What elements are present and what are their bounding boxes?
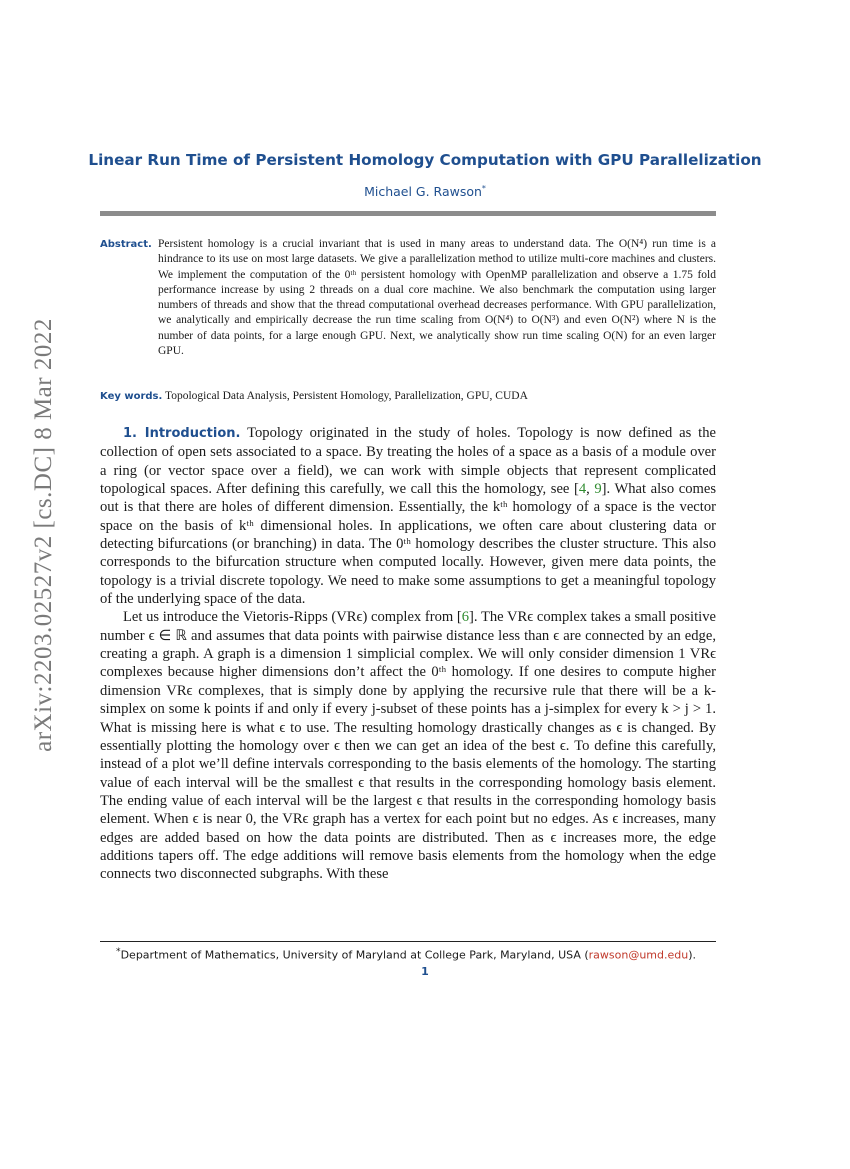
arxiv-id: arXiv:2203.02527v2 [cs.DC] 8 Mar 2022 — [30, 318, 58, 752]
citation-separator: , — [586, 481, 595, 498]
author-footnote-mark: * — [481, 184, 486, 193]
footnote-mark: * — [116, 946, 121, 957]
footnote-rule — [100, 941, 716, 942]
footnote-close: ). — [688, 948, 697, 962]
paragraph-1-text-b: ]. What also comes out is that there are holes of different dimension. Essentially, the kᵗʰ homology of a space is the vector space on the basis of kᵗʰ dimensional holes. In applications, we often care about clustering data or detecting bifurcations (or branching) in data. The 0ᵗʰ homology describes the cluster structure. This also corresponds to the bifurcation structure when computed locally. However, given mere data points, the topology is a trivial discrete topology. We need to make some assumptions to get a meaningful topology of the underlying space of the data. — [100, 481, 716, 608]
keywords — [100, 390, 716, 402]
author-line — [0, 184, 850, 199]
citation-link-9[interactable]: 9 — [594, 481, 602, 498]
keywords-text: Topological Data Analysis, Persistent Homology, Parallelization, GPU, CUDA — [164, 390, 528, 402]
author-name: Michael G. Rawson — [364, 184, 482, 200]
paragraph-2 — [100, 608, 716, 883]
paragraph-2-text-a: Let us introduce the Vietoris-Ripps (VRϵ) complex from [ — [123, 609, 462, 626]
paragraph-2-text-b: ]. The VRϵ complex takes a small positive number ϵ ∈ ℝ and assumes that data points with pairwise distance less than ϵ are connected by an edge, creating a graph. A graph is a dimension 1 simplicial complex. We will only consider dimension 1 VRϵ complexes because higher dimensions don’t affect the 0ᵗʰ homology. If one desires to compute higher dimension VRϵ complexes, that is simply done by applying the recursive rule that there will be a k-simplex on some k points if and only if every j-subset of these points has a j-simplex for every k > j > 1. What is missing here is what ϵ to use. The resulting homology drastically changes as ϵ is changed. By essentially plotting the homology over ϵ then we can get an idea of the best ϵ. To define this carefully, instead of a plot we’ll define intervals corresponding to the basis elements of the homology. The starting value of each interval will be the smallest ϵ that results in the corresponding homology basis element. The ending value of each interval will be the largest ϵ that results in the corresponding homology basis element. When ϵ is near 0, the VRϵ graph has a vertex for each point but no edges. As ϵ increases, many edges are added based on how the data points are distributed. Then as ϵ increases more, the edge additions tapers off. The edge additions will remove basis elements from the homology when the edge connects two disconnected subgraphs. With these — [100, 609, 716, 883]
body-text — [100, 424, 716, 884]
keywords-label: Key words. — [100, 391, 163, 402]
section-heading: 1. Introduction. — [123, 426, 241, 441]
paragraph-1-text-a: Topology originated in the study of holes. Topology is now defined as the collection of open sets associated to a space. By treating the holes of a space as a basis of a module over a ring (or vector space over a field), we can work with simple objects that represent complicated topological spaces. After defining this carefully, we call this the homology, see [ — [100, 425, 716, 498]
abstract — [100, 237, 716, 359]
footnote-text: Department of Mathematics, University of Maryland at College Park, Maryland, USA ( — [120, 948, 589, 962]
abstract-text: Persistent homology is a crucial invariant that is used in many areas to understand data. The O(N⁴) run time is a hindrance to its use on most large datasets. We give a parallelization method to utilize multi-core machines and clusters. We implement the computation of the 0ᵗʰ persistent homology with OpenMP parallelization and observe a 1.75 fold performance increase by using 2 threads on a dual core machine. We also benchmark the computation using larger numbers of threads and show that the thread computational overhead decreases performance. With GPU parallelization, we analytically and empirically decrease the run time scaling from O(N⁴) to O(N³) and even O(N²) where N is the number of data points, for a large enough GPU. Next, we analytically show run time scaling O(N) for an even larger GPU. — [158, 238, 716, 358]
abstract-label: Abstract. — [100, 239, 152, 250]
paragraph-1 — [100, 424, 716, 608]
arxiv-sidebar-stamp — [30, 318, 58, 752]
paper-title: Linear Run Time of Persistent Homology Computation with GPU Parallelization — [88, 151, 762, 169]
footnote — [116, 946, 716, 962]
email-link[interactable]: rawson@umd.edu — [588, 948, 689, 962]
citation-link-6[interactable]: 6 — [461, 609, 470, 626]
citation-link-4[interactable]: 4 — [578, 481, 587, 498]
page-number: 1 — [421, 965, 429, 978]
title-rule — [100, 211, 716, 216]
